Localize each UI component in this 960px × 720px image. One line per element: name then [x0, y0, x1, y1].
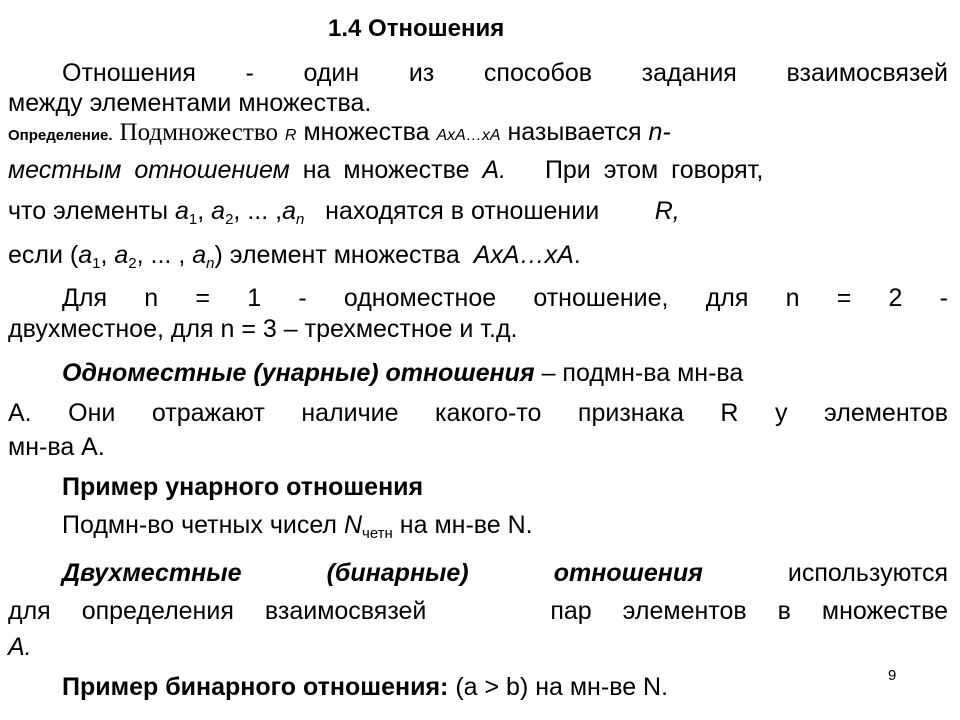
definition-label: Определение. — [8, 127, 113, 144]
unary-example-text — [62, 510, 533, 540]
element-a2: a — [211, 197, 226, 225]
element-a1: a — [78, 241, 93, 269]
definition-line-2 — [8, 155, 948, 185]
binary-heading: Двухместные (бинарные) отношения — [62, 559, 703, 587]
subscript-2: 2 — [128, 255, 137, 272]
binary-line-2: для определения взаимосвязей пар элементов в множестве — [8, 597, 948, 625]
intro-line-2: между элементами множества. — [8, 89, 372, 117]
page-number: 9 — [888, 667, 897, 684]
ellipsis: ... , — [247, 197, 283, 225]
element-a1: a — [175, 197, 189, 225]
binary-line-3: A. — [8, 633, 32, 661]
subscript-1: 1 — [92, 255, 101, 272]
subscript-2: 2 — [225, 211, 234, 228]
unary-heading: Одноместные (унарные) отношения — [62, 359, 535, 387]
definition-subset-word: Подмножество — [119, 119, 278, 146]
binary-rest: используются — [702, 559, 948, 587]
binary-line-1 — [62, 558, 948, 588]
set-N: N — [343, 511, 363, 539]
definition-close: ) элемент множества — [214, 241, 460, 269]
cartesian-product-1: AxA…xA — [436, 127, 501, 144]
subscript-n: n — [206, 255, 215, 272]
element-a2: a — [114, 241, 129, 269]
set-A: A. — [482, 156, 507, 184]
definition-they-say: При этом говорят, — [544, 156, 764, 184]
element-an: a — [192, 241, 207, 269]
arity-line-2: двухместное, для n = 3 – трехместное и т.д. — [8, 315, 518, 343]
intro-line-1: Отношения - один из способов задания взаимосвязей — [62, 59, 948, 87]
subscript-1: 1 — [188, 211, 198, 228]
unary-line-1 — [62, 358, 743, 388]
binary-example — [62, 672, 668, 702]
definition-called: называется — [507, 118, 642, 146]
definition-line-3: что элементы $a_1$, $a_2$, ... $,a_n$ находятся в отношении R, — [8, 197, 680, 228]
unary-line-2: A. Они отражают наличие какого-то признака R у элементов — [8, 399, 948, 427]
definition-that-elements: что элементы — [8, 197, 169, 225]
definition-n: n- — [648, 118, 671, 146]
definition-end: . — [573, 241, 581, 269]
relation-symbol-2: R, — [654, 197, 680, 225]
definition-line-4: если ($a_1$, $a_2$, ... , $a_n$) элемент множества AxA…xA. — [8, 241, 581, 272]
subscript-even: четн — [362, 525, 393, 542]
definition-if: если ( — [8, 241, 79, 269]
definition-set-word: множества — [303, 118, 430, 146]
cartesian-product-2: AxA…xA — [473, 241, 574, 269]
unary-rest: – подмн-ва мн-ва — [534, 359, 744, 387]
n-ary-relation-term: местным отношением — [8, 156, 290, 184]
unary-line-3: мн-ва A. — [8, 433, 105, 461]
binary-example-heading: Пример бинарного отношения: — [62, 673, 449, 701]
unary-example-heading: Пример унарного отношения — [62, 473, 424, 501]
subscript-n: n — [295, 211, 305, 228]
definition-on-set: на множестве — [302, 156, 470, 184]
element-an: a — [282, 197, 296, 225]
slide-title: 1.4 Отношения — [328, 15, 505, 42]
binary-example-text: (a > b) на мн-ве N. — [448, 673, 669, 701]
definition-line-1 — [8, 117, 671, 151]
unary-example-before: Подмн-во четных чисел — [62, 511, 344, 539]
unary-example-after: на мн-ве N. — [392, 511, 533, 539]
definition-are-in: находятся в отношении — [325, 197, 600, 225]
relation-symbol: R — [284, 127, 297, 144]
arity-line-1: Для n = 1 - одноместное отношение, для n = 2 - — [62, 284, 948, 312]
